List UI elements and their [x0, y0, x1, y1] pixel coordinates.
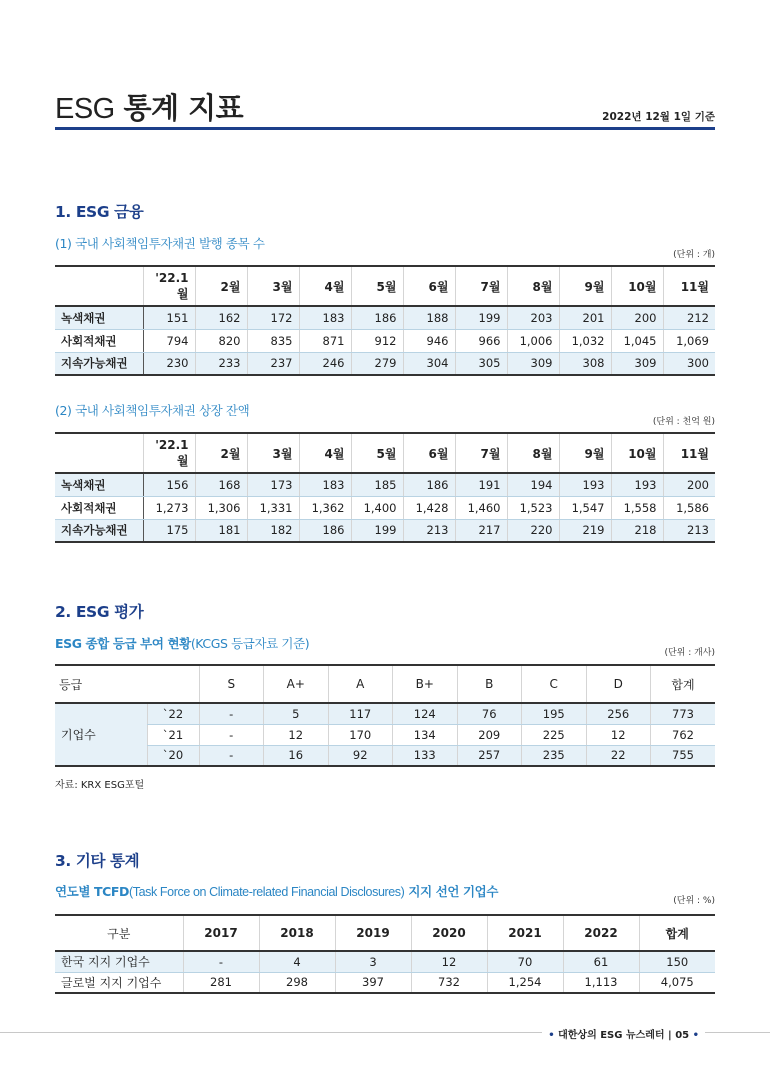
table-cell: 168 — [195, 473, 247, 496]
table-cell: 117 — [328, 703, 393, 724]
column-header: 10월 — [611, 433, 663, 473]
column-header: 6월 — [403, 433, 455, 473]
table-cell: 188 — [403, 306, 455, 329]
column-header: 합계 — [639, 915, 715, 951]
table-cell: 124 — [393, 703, 458, 724]
table-row — [55, 473, 715, 496]
subtitle-normal-part: (KCGS 등급자료 기준) — [190, 636, 310, 651]
column-header: 7월 — [455, 433, 507, 473]
section-title-other-stats: 3. 기타 통계 — [55, 852, 140, 870]
table-cell: 150 — [639, 951, 715, 972]
table-cell: 755 — [651, 745, 716, 766]
table-cell: 76 — [457, 703, 522, 724]
table-cell: 200 — [611, 306, 663, 329]
table-cell: 218 — [611, 519, 663, 542]
table-cell: 762 — [651, 724, 716, 745]
table-cell: 298 — [259, 972, 335, 993]
table-cell: 4 — [259, 951, 335, 972]
table-cell: 1,045 — [611, 329, 663, 352]
table-cell: 309 — [611, 352, 663, 375]
table-cell: 1,306 — [195, 496, 247, 519]
table-row — [55, 352, 715, 375]
table-row — [55, 703, 715, 724]
subtitle-bond-listed-balance: (2) 국내 사회책임투자채권 상장 잔액 — [55, 403, 250, 418]
table-cell: 912 — [351, 329, 403, 352]
column-header: 7월 — [455, 266, 507, 306]
column-header: 8월 — [507, 266, 559, 306]
table-cell: 191 — [455, 473, 507, 496]
table-cell: 1,254 — [487, 972, 563, 993]
table-row — [55, 951, 715, 972]
table-cell: - — [199, 703, 264, 724]
table-cell: 794 — [143, 329, 195, 352]
table-cell: 946 — [403, 329, 455, 352]
table-cell: 201 — [559, 306, 611, 329]
table-cell: 225 — [522, 724, 587, 745]
table-cell: 175 — [143, 519, 195, 542]
group-label: 기업수 — [55, 703, 147, 766]
table-cell: 835 — [247, 329, 299, 352]
column-header: 5월 — [351, 266, 403, 306]
table-cell: - — [199, 745, 264, 766]
column-header: 3월 — [247, 266, 299, 306]
column-header: 2022 — [563, 915, 639, 951]
table-cell: 12 — [411, 951, 487, 972]
table-cell: 203 — [507, 306, 559, 329]
unit-label: (단위 : 개) — [673, 250, 715, 260]
table-cell: 304 — [403, 352, 455, 375]
subtitle-bold-part: 연도별 TCFD — [55, 884, 129, 899]
year-cell: `22 — [147, 703, 199, 724]
row-label: 녹색채권 — [55, 473, 143, 496]
table-cell: 1,273 — [143, 496, 195, 519]
column-header: 합계 — [651, 665, 716, 703]
table-cell: 1,006 — [507, 329, 559, 352]
table-cell: - — [199, 724, 264, 745]
table-cell: 182 — [247, 519, 299, 542]
column-header: A+ — [264, 665, 329, 703]
table-cell: 133 — [393, 745, 458, 766]
section-title-esg-finance: 1. ESG 금융 — [55, 203, 144, 221]
table-cell: 199 — [351, 519, 403, 542]
unit-label: (단위 : 천억 원) — [652, 417, 715, 427]
subtitle-bold-part: ESG 종합 등급 부여 현황 — [55, 636, 191, 651]
table-cell: 309 — [507, 352, 559, 375]
column-header: 8월 — [507, 433, 559, 473]
table-cell: 181 — [195, 519, 247, 542]
table-cell: 173 — [247, 473, 299, 496]
table-cell: 1,558 — [611, 496, 663, 519]
subtitle-bond-issuance-count: (1) 국내 사회책임투자채권 발행 종목 수 — [55, 236, 265, 251]
column-header: 10월 — [611, 266, 663, 306]
page-title — [55, 86, 243, 127]
table-cell: 92 — [328, 745, 393, 766]
page-title-main: 통계 지표 — [123, 91, 244, 125]
table-cell: 1,547 — [559, 496, 611, 519]
column-header: S — [199, 665, 264, 703]
table-cell: 257 — [457, 745, 522, 766]
table-row — [55, 972, 715, 993]
table-cell: 237 — [247, 352, 299, 375]
table-cell: 1,586 — [663, 496, 715, 519]
table-cell: 194 — [507, 473, 559, 496]
table-cell: 12 — [586, 724, 651, 745]
table-cell: 230 — [143, 352, 195, 375]
table-cell: 3 — [335, 951, 411, 972]
table-cell: 246 — [299, 352, 351, 375]
year-cell: `21 — [147, 724, 199, 745]
table-cell: 308 — [559, 352, 611, 375]
esg-rating-table — [55, 664, 715, 767]
tcfd-supporters-table — [55, 914, 715, 994]
column-header: A — [328, 665, 393, 703]
unit-label: (단위 : 개사) — [664, 648, 715, 658]
table-cell: 213 — [403, 519, 455, 542]
header-blank-cell — [55, 433, 143, 473]
unit-label: (단위 : %) — [673, 896, 715, 906]
table-cell: 200 — [663, 473, 715, 496]
page-title-esg: ESG — [55, 93, 115, 125]
table-cell: 162 — [195, 306, 247, 329]
column-header: 9월 — [559, 266, 611, 306]
column-header: 5월 — [351, 433, 403, 473]
column-header: 2017 — [183, 915, 259, 951]
table-cell: 70 — [487, 951, 563, 972]
column-header: B+ — [393, 665, 458, 703]
table-cell: - — [183, 951, 259, 972]
column-header: 2018 — [259, 915, 335, 951]
table-cell: 217 — [455, 519, 507, 542]
row-label: 사회적채권 — [55, 496, 143, 519]
table-cell: 1,331 — [247, 496, 299, 519]
column-header: 2월 — [195, 433, 247, 473]
column-header: 11월 — [663, 266, 715, 306]
table-cell: 305 — [455, 352, 507, 375]
column-header: 2월 — [195, 266, 247, 306]
table-cell: 22 — [586, 745, 651, 766]
row-label: 한국 지지 기업수 — [55, 951, 183, 972]
section-title-esg-rating: 2. ESG 평가 — [55, 603, 144, 621]
table-cell: 871 — [299, 329, 351, 352]
column-header: D — [586, 665, 651, 703]
table-cell: 213 — [663, 519, 715, 542]
table-cell: 156 — [143, 473, 195, 496]
table-cell: 199 — [455, 306, 507, 329]
column-header: '22.1월 — [143, 433, 195, 473]
table-cell: 1,069 — [663, 329, 715, 352]
source-note: 자료: KRX ESG포털 — [55, 780, 145, 791]
table-row — [55, 724, 715, 745]
table-cell: 186 — [351, 306, 403, 329]
table-cell: 185 — [351, 473, 403, 496]
column-header: 9월 — [559, 433, 611, 473]
table-cell: 1,113 — [563, 972, 639, 993]
bond-listed-balance-table — [55, 432, 715, 543]
table-cell: 193 — [611, 473, 663, 496]
header-blank-cell — [55, 266, 143, 306]
title-divider — [55, 127, 715, 130]
table-cell: 151 — [143, 306, 195, 329]
table-cell: 16 — [264, 745, 329, 766]
row-label: 지속가능채권 — [55, 519, 143, 542]
row-label: 글로벌 지지 기업수 — [61, 975, 162, 990]
table-cell: 820 — [195, 329, 247, 352]
column-header: B — [457, 665, 522, 703]
table-cell: 235 — [522, 745, 587, 766]
table-cell: 134 — [393, 724, 458, 745]
table-header-row — [55, 266, 715, 306]
table-cell: 183 — [299, 473, 351, 496]
table-cell: 193 — [559, 473, 611, 496]
column-header: '22.1월 — [143, 266, 195, 306]
table-cell: 61 — [563, 951, 639, 972]
table-header-row — [55, 433, 715, 473]
footer-bullet-icon: • — [692, 1030, 699, 1041]
table-cell: 212 — [663, 306, 715, 329]
grade-header: 등급 — [55, 665, 199, 703]
table-cell: 186 — [403, 473, 455, 496]
footer-text: 대한상의 ESG 뉴스레터 | 05 — [558, 1030, 690, 1041]
table-cell: 12 — [264, 724, 329, 745]
table-cell: 279 — [351, 352, 403, 375]
column-header: 2020 — [411, 915, 487, 951]
table-cell: 172 — [247, 306, 299, 329]
table-row — [55, 329, 715, 352]
table-cell: 1,523 — [507, 496, 559, 519]
table-cell: 966 — [455, 329, 507, 352]
table-row — [55, 306, 715, 329]
table-cell: 5 — [264, 703, 329, 724]
table-cell: 773 — [651, 703, 716, 724]
table-cell: 195 — [522, 703, 587, 724]
table-cell: 4,075 — [639, 972, 715, 993]
table-cell: 1,362 — [299, 496, 351, 519]
table-header-row — [55, 665, 715, 703]
subtitle-tcfd-supporters — [55, 882, 498, 900]
subtitle-normal-part: (Task Force on Climate-related Financial Disclosures) — [129, 885, 405, 899]
table-cell: 1,460 — [455, 496, 507, 519]
reference-date: 2022년 12월 1일 기준 — [602, 111, 715, 123]
column-header: 2019 — [335, 915, 411, 951]
row-label: 지속가능채권 — [55, 352, 143, 375]
table-header-row — [55, 915, 715, 951]
bond-issuance-count-table — [55, 265, 715, 376]
column-header: 11월 — [663, 433, 715, 473]
table-cell: 256 — [586, 703, 651, 724]
year-cell: `20 — [147, 745, 199, 766]
column-header: 2021 — [487, 915, 563, 951]
table-cell: 233 — [195, 352, 247, 375]
row-label: 녹색채권 — [55, 306, 143, 329]
column-header: 4월 — [299, 433, 351, 473]
table-row — [55, 496, 715, 519]
subtitle-bold-part: 지지 선언 기업수 — [404, 884, 499, 899]
table-row — [55, 519, 715, 542]
table-row — [55, 745, 715, 766]
table-cell: 1,428 — [403, 496, 455, 519]
table-cell: 1,032 — [559, 329, 611, 352]
footer-bullet-icon: • — [548, 1030, 555, 1041]
footer — [542, 1026, 705, 1041]
column-header: C — [522, 665, 587, 703]
table-cell: 397 — [335, 972, 411, 993]
table-cell: 732 — [411, 972, 487, 993]
table-cell: 183 — [299, 306, 351, 329]
table-cell: 1,400 — [351, 496, 403, 519]
table-cell: 209 — [457, 724, 522, 745]
column-header: 6월 — [403, 266, 455, 306]
column-header: 3월 — [247, 433, 299, 473]
subtitle-esg-rating-status — [55, 634, 309, 652]
column-header: 4월 — [299, 266, 351, 306]
table-cell: 220 — [507, 519, 559, 542]
table-cell: 170 — [328, 724, 393, 745]
table-cell: 300 — [663, 352, 715, 375]
row-label: 사회적채권 — [55, 329, 143, 352]
category-header: 구분 — [55, 915, 183, 951]
table-cell: 219 — [559, 519, 611, 542]
table-cell: 281 — [183, 972, 259, 993]
table-cell: 186 — [299, 519, 351, 542]
